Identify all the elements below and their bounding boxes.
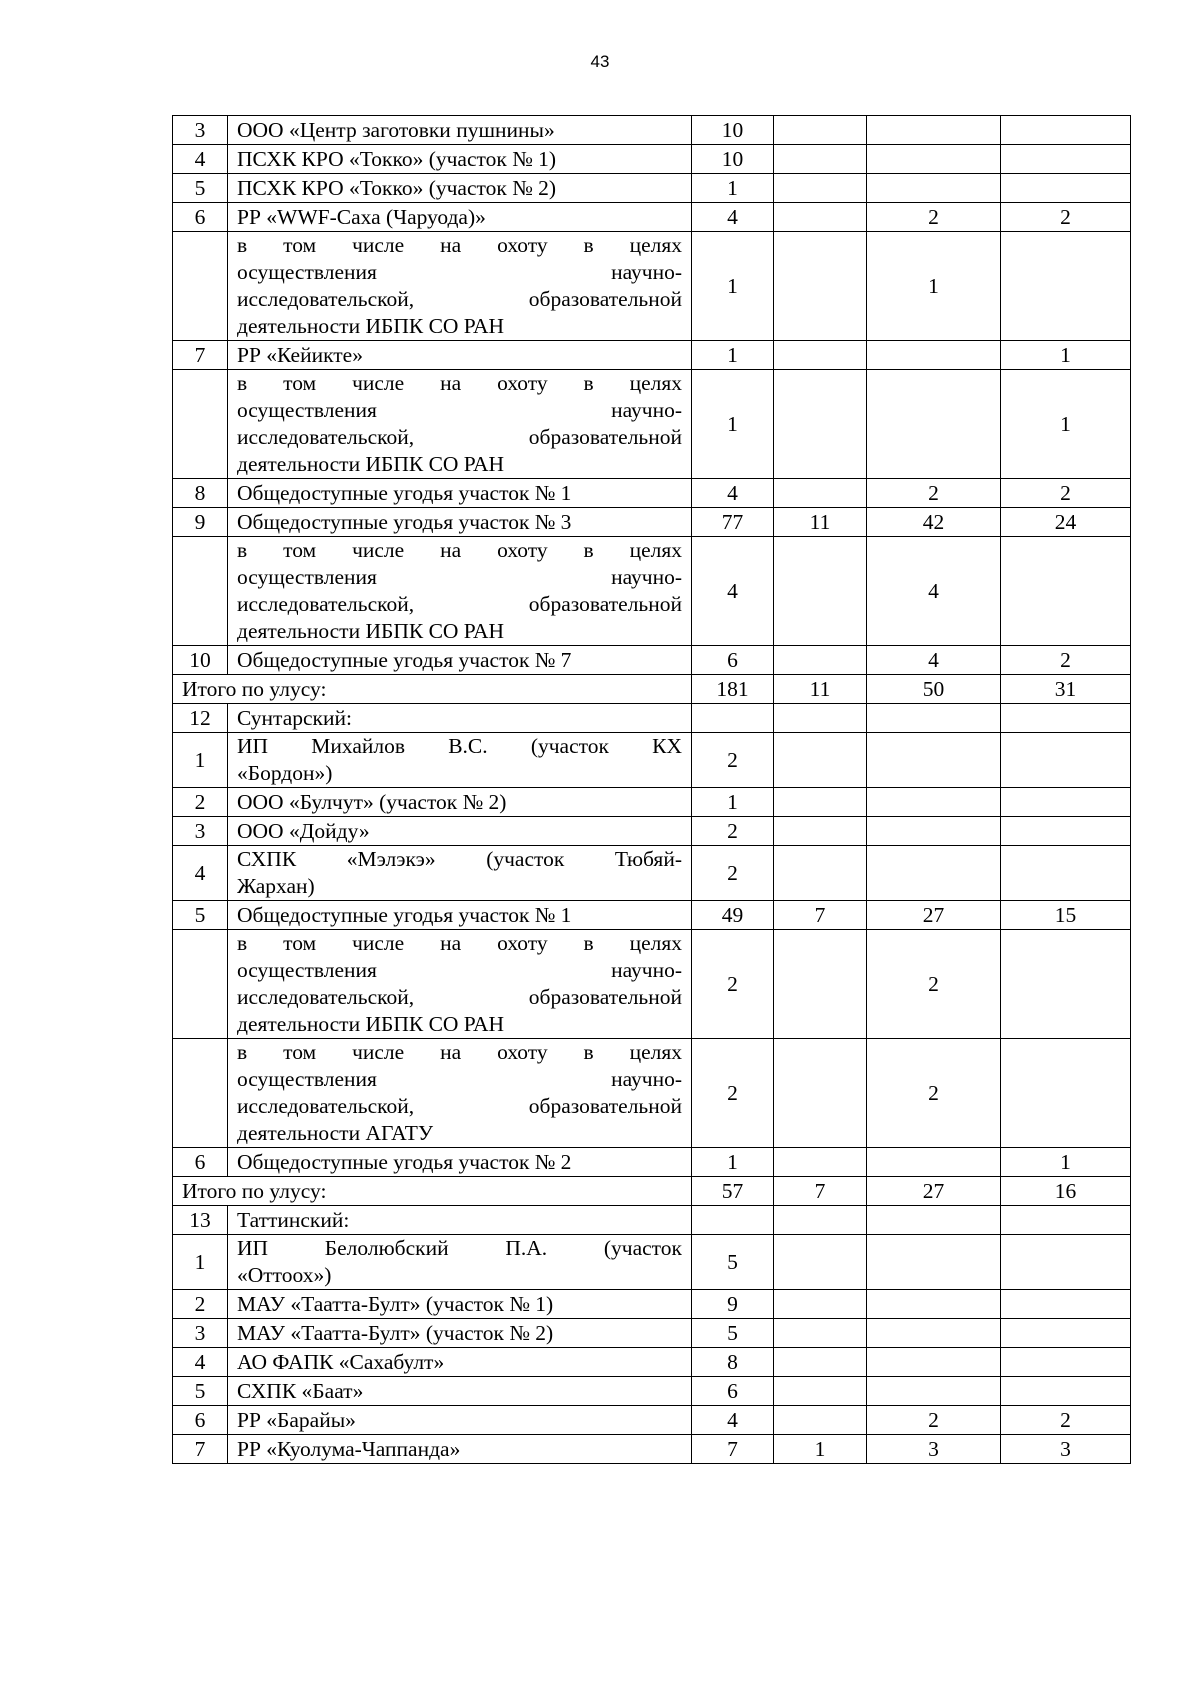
value-col-2 — [774, 1377, 867, 1406]
row-name-line: в том числе на охоту в целях — [237, 1040, 682, 1064]
value-col-4: 3 — [1001, 1435, 1131, 1464]
row-name: Общедоступные угодья участок № 3 — [228, 508, 692, 537]
value-col-4 — [1001, 232, 1131, 341]
value-col-2 — [774, 788, 867, 817]
table-row-multiline — [173, 1039, 1131, 1148]
value-col-1: 1 — [692, 232, 774, 341]
row-name — [228, 1235, 692, 1290]
row-name-line: осуществления научно- — [237, 1067, 682, 1091]
value-col-2 — [774, 116, 867, 145]
table-row — [173, 145, 1131, 174]
value-col-4 — [1001, 704, 1131, 733]
value-col-3 — [867, 788, 1001, 817]
row-name — [228, 232, 692, 341]
value-col-2 — [774, 341, 867, 370]
value-col-3 — [867, 174, 1001, 203]
row-number: 3 — [173, 116, 228, 145]
row-number — [173, 537, 228, 646]
value-col-1: 8 — [692, 1348, 774, 1377]
row-name: ПСХК КРО «Токко» (участок № 1) — [228, 145, 692, 174]
row-name: Сунтарский: — [228, 704, 692, 733]
value-col-4: 31 — [1001, 675, 1131, 704]
value-col-2: 7 — [774, 901, 867, 930]
row-name-line: СХПК «Мэлэкэ» (участок Тюбяй- — [237, 847, 682, 871]
value-col-3 — [867, 370, 1001, 479]
row-name-line: в том числе на охоту в целях — [237, 538, 682, 562]
value-col-1: 5 — [692, 1235, 774, 1290]
row-number: 7 — [173, 341, 228, 370]
value-col-4: 15 — [1001, 901, 1131, 930]
value-col-1: 2 — [692, 930, 774, 1039]
value-col-4 — [1001, 788, 1131, 817]
value-col-4 — [1001, 846, 1131, 901]
row-number: 6 — [173, 1148, 228, 1177]
total-row — [173, 675, 1131, 704]
value-col-1: 9 — [692, 1290, 774, 1319]
row-name-line: ИП Михайлов В.С. (участок КХ — [237, 734, 682, 758]
table-row — [173, 203, 1131, 232]
row-name-line: ИП Белолюбский П.А. (участок — [237, 1236, 682, 1260]
table-row-multiline — [173, 846, 1131, 901]
row-name — [228, 930, 692, 1039]
row-name-line: в том числе на охоту в целях — [237, 931, 682, 955]
row-name-line: деятельности ИБПК СО РАН — [237, 452, 505, 476]
value-col-1: 2 — [692, 1039, 774, 1148]
row-name: Таттинский: — [228, 1206, 692, 1235]
row-name-line: «Оттоох») — [237, 1263, 332, 1287]
table-row — [173, 901, 1131, 930]
value-col-1 — [692, 1206, 774, 1235]
value-col-2: 11 — [774, 508, 867, 537]
row-number: 10 — [173, 646, 228, 675]
value-col-2 — [774, 1348, 867, 1377]
value-col-2 — [774, 733, 867, 788]
value-col-1: 49 — [692, 901, 774, 930]
value-col-4 — [1001, 1348, 1131, 1377]
total-label: Итого по улусу: — [173, 675, 692, 704]
row-name-line: Жархан) — [237, 874, 315, 898]
value-col-3 — [867, 1290, 1001, 1319]
value-col-2 — [774, 1319, 867, 1348]
row-name-line: осуществления научно- — [237, 398, 682, 422]
row-number: 9 — [173, 508, 228, 537]
row-number: 4 — [173, 145, 228, 174]
value-col-4: 1 — [1001, 370, 1131, 479]
value-col-1: 2 — [692, 846, 774, 901]
value-col-1: 7 — [692, 1435, 774, 1464]
row-number: 2 — [173, 1290, 228, 1319]
table-row — [173, 1435, 1131, 1464]
value-col-2: 7 — [774, 1177, 867, 1206]
table-row — [173, 1319, 1131, 1348]
value-col-1: 6 — [692, 1377, 774, 1406]
row-name: МАУ «Таатта-Булт» (участок № 2) — [228, 1319, 692, 1348]
value-col-3: 2 — [867, 203, 1001, 232]
value-col-2 — [774, 479, 867, 508]
row-name: ООО «Дойду» — [228, 817, 692, 846]
value-col-1: 5 — [692, 1319, 774, 1348]
row-name: РР «WWF-Саха (Чаруода)» — [228, 203, 692, 232]
row-number: 4 — [173, 846, 228, 901]
row-name-line: исследовательской, образовательной — [237, 1094, 682, 1118]
row-name: АО ФАПК «Сахабулт» — [228, 1348, 692, 1377]
value-col-4: 24 — [1001, 508, 1131, 537]
table-row — [173, 646, 1131, 675]
row-name: Общедоступные угодья участок № 1 — [228, 479, 692, 508]
row-name-line: исследовательской, образовательной — [237, 985, 682, 1009]
row-number: 5 — [173, 1377, 228, 1406]
value-col-4 — [1001, 537, 1131, 646]
value-col-3: 4 — [867, 646, 1001, 675]
value-col-3 — [867, 1235, 1001, 1290]
table-row — [173, 116, 1131, 145]
value-col-1: 6 — [692, 646, 774, 675]
row-name: Общедоступные угодья участок № 7 — [228, 646, 692, 675]
value-col-2 — [774, 1406, 867, 1435]
value-col-1: 2 — [692, 817, 774, 846]
table-row — [173, 1206, 1131, 1235]
row-name-line: исследовательской, образовательной — [237, 287, 682, 311]
row-name-line: исследовательской, образовательной — [237, 592, 682, 616]
row-number: 4 — [173, 1348, 228, 1377]
total-row — [173, 1177, 1131, 1206]
value-col-3 — [867, 145, 1001, 174]
row-name-line: исследовательской, образовательной — [237, 425, 682, 449]
value-col-2 — [774, 817, 867, 846]
row-number: 2 — [173, 788, 228, 817]
value-col-2: 1 — [774, 1435, 867, 1464]
value-col-4: 1 — [1001, 341, 1131, 370]
row-number — [173, 1039, 228, 1148]
value-col-4 — [1001, 1206, 1131, 1235]
total-label: Итого по улусу: — [173, 1177, 692, 1206]
row-name: Общедоступные угодья участок № 1 — [228, 901, 692, 930]
value-col-3: 2 — [867, 1039, 1001, 1148]
value-col-2 — [774, 930, 867, 1039]
value-col-3: 2 — [867, 930, 1001, 1039]
row-name — [228, 846, 692, 901]
value-col-2 — [774, 537, 867, 646]
table-row — [173, 1377, 1131, 1406]
page-number: 43 — [590, 52, 610, 71]
row-name — [228, 537, 692, 646]
table-row — [173, 1406, 1131, 1435]
value-col-4 — [1001, 174, 1131, 203]
value-col-1: 181 — [692, 675, 774, 704]
value-col-3 — [867, 1206, 1001, 1235]
value-col-3: 42 — [867, 508, 1001, 537]
table-row-multiline — [173, 1235, 1131, 1290]
table-row-multiline — [173, 370, 1131, 479]
value-col-1: 10 — [692, 145, 774, 174]
table-body — [173, 116, 1131, 1464]
value-col-2 — [774, 232, 867, 341]
value-col-3: 27 — [867, 1177, 1001, 1206]
value-col-3: 50 — [867, 675, 1001, 704]
value-col-2: 11 — [774, 675, 867, 704]
value-col-2 — [774, 203, 867, 232]
row-name — [228, 1039, 692, 1148]
value-col-3 — [867, 846, 1001, 901]
table-row — [173, 817, 1131, 846]
value-col-2 — [774, 846, 867, 901]
row-name: ПСХК КРО «Токко» (участок № 2) — [228, 174, 692, 203]
value-col-4 — [1001, 1377, 1131, 1406]
value-col-2 — [774, 174, 867, 203]
value-col-3 — [867, 116, 1001, 145]
row-number — [173, 370, 228, 479]
row-number: 12 — [173, 704, 228, 733]
value-col-4 — [1001, 116, 1131, 145]
row-number: 6 — [173, 203, 228, 232]
value-col-3 — [867, 704, 1001, 733]
value-col-4 — [1001, 1290, 1131, 1319]
value-col-2 — [774, 1290, 867, 1319]
table-row — [173, 1148, 1131, 1177]
value-col-1: 1 — [692, 370, 774, 479]
row-number — [173, 232, 228, 341]
value-col-3 — [867, 341, 1001, 370]
row-number: 1 — [173, 733, 228, 788]
table-row — [173, 1348, 1131, 1377]
row-number: 7 — [173, 1435, 228, 1464]
table-row — [173, 174, 1131, 203]
value-col-4 — [1001, 1039, 1131, 1148]
table-row — [173, 788, 1131, 817]
value-col-4: 2 — [1001, 203, 1131, 232]
value-col-4: 2 — [1001, 646, 1131, 675]
row-name-line: осуществления научно- — [237, 958, 682, 982]
value-col-4: 1 — [1001, 1148, 1131, 1177]
row-number: 5 — [173, 174, 228, 203]
row-name-line: деятельности АГАТУ — [237, 1121, 434, 1145]
row-name: ООО «Булчут» (участок № 2) — [228, 788, 692, 817]
row-name: ООО «Центр заготовки пушнины» — [228, 116, 692, 145]
value-col-3: 27 — [867, 901, 1001, 930]
row-name — [228, 370, 692, 479]
value-col-2 — [774, 1148, 867, 1177]
value-col-2 — [774, 1235, 867, 1290]
value-col-1: 77 — [692, 508, 774, 537]
value-col-3: 3 — [867, 1435, 1001, 1464]
value-col-4 — [1001, 930, 1131, 1039]
value-col-1: 1 — [692, 1148, 774, 1177]
value-col-2 — [774, 646, 867, 675]
value-col-3 — [867, 1348, 1001, 1377]
row-name: РР «Кейикте» — [228, 341, 692, 370]
row-number: 8 — [173, 479, 228, 508]
row-name-line: в том числе на охоту в целях — [237, 233, 682, 257]
row-number: 1 — [173, 1235, 228, 1290]
value-col-4 — [1001, 1319, 1131, 1348]
value-col-3 — [867, 1319, 1001, 1348]
value-col-2 — [774, 1039, 867, 1148]
value-col-4 — [1001, 733, 1131, 788]
value-col-4: 2 — [1001, 479, 1131, 508]
row-number: 6 — [173, 1406, 228, 1435]
value-col-1: 10 — [692, 116, 774, 145]
row-name: МАУ «Таатта-Булт» (участок № 1) — [228, 1290, 692, 1319]
value-col-4: 2 — [1001, 1406, 1131, 1435]
table-row — [173, 341, 1131, 370]
value-col-3: 2 — [867, 479, 1001, 508]
value-col-3 — [867, 817, 1001, 846]
value-col-1: 1 — [692, 341, 774, 370]
row-name-line: осуществления научно- — [237, 260, 682, 284]
row-name-line: деятельности ИБПК СО РАН — [237, 619, 505, 643]
value-col-2 — [774, 1206, 867, 1235]
row-name-line: деятельности ИБПК СО РАН — [237, 314, 505, 338]
table-row — [173, 704, 1131, 733]
value-col-1 — [692, 704, 774, 733]
value-col-2 — [774, 370, 867, 479]
row-name-line: осуществления научно- — [237, 565, 682, 589]
row-name: РР «Куолума-Чаппанда» — [228, 1435, 692, 1464]
table-row-multiline — [173, 930, 1131, 1039]
value-col-1: 4 — [692, 1406, 774, 1435]
value-col-3 — [867, 1377, 1001, 1406]
quota-table — [172, 115, 1131, 1464]
table-row-multiline — [173, 537, 1131, 646]
value-col-1: 4 — [692, 203, 774, 232]
value-col-3: 1 — [867, 232, 1001, 341]
row-name-line: в том числе на охоту в целях — [237, 371, 682, 395]
row-name-line: «Бордон») — [237, 761, 333, 785]
row-number: 13 — [173, 1206, 228, 1235]
value-col-3 — [867, 733, 1001, 788]
value-col-1: 57 — [692, 1177, 774, 1206]
table-row — [173, 508, 1131, 537]
value-col-4 — [1001, 1235, 1131, 1290]
value-col-2 — [774, 145, 867, 174]
value-col-4: 16 — [1001, 1177, 1131, 1206]
row-number: 5 — [173, 901, 228, 930]
row-number: 3 — [173, 817, 228, 846]
value-col-4 — [1001, 817, 1131, 846]
row-number: 3 — [173, 1319, 228, 1348]
value-col-2 — [774, 704, 867, 733]
table-row-multiline — [173, 733, 1131, 788]
value-col-3 — [867, 1148, 1001, 1177]
value-col-1: 2 — [692, 733, 774, 788]
value-col-1: 4 — [692, 537, 774, 646]
row-name: СХПК «Баат» — [228, 1377, 692, 1406]
table-row — [173, 479, 1131, 508]
row-number — [173, 930, 228, 1039]
value-col-3: 4 — [867, 537, 1001, 646]
value-col-4 — [1001, 145, 1131, 174]
value-col-1: 1 — [692, 788, 774, 817]
row-name: Общедоступные угодья участок № 2 — [228, 1148, 692, 1177]
row-name-line: деятельности ИБПК СО РАН — [237, 1012, 505, 1036]
row-name: РР «Барайы» — [228, 1406, 692, 1435]
value-col-3: 2 — [867, 1406, 1001, 1435]
table-row-multiline — [173, 232, 1131, 341]
value-col-1: 1 — [692, 174, 774, 203]
value-col-1: 4 — [692, 479, 774, 508]
table-row — [173, 1290, 1131, 1319]
row-name — [228, 733, 692, 788]
